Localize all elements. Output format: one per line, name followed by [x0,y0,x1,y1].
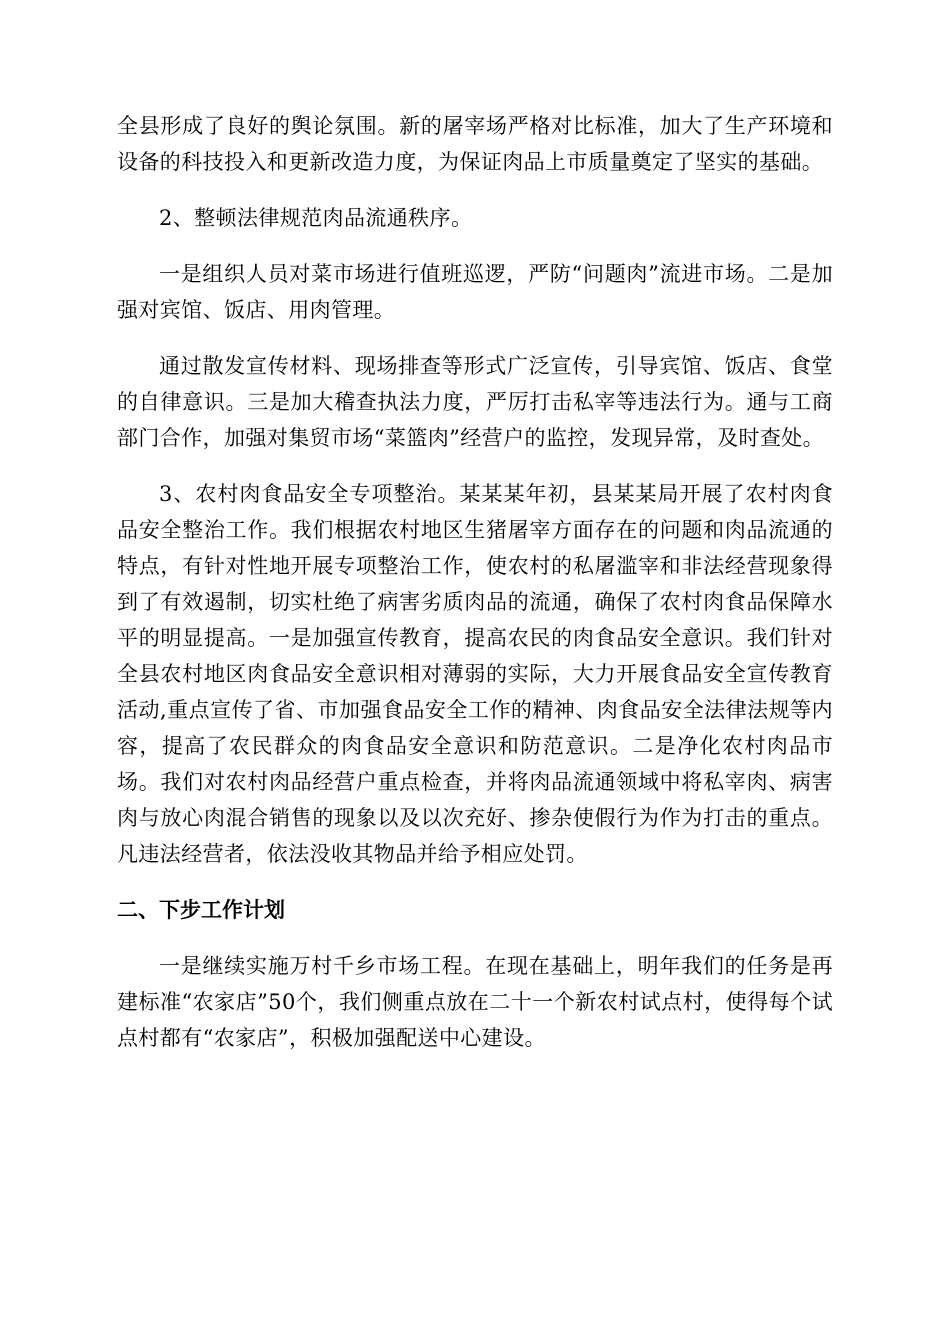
paragraph-continuation: 全县形成了良好的舆论氛围。新的屠宰场严格对比标准，加大了生产环境和设备的科技投入和更新改造力度，为保证肉品上市质量奠定了坚实的基础。 [117,114,833,174]
section-heading: 二、下步工作计划 [117,898,285,922]
paragraph-patrol: 一是组织人员对菜市场进行值班巡逻，严防“问题肉”流进市场。二是加强对宾馆、饭店、用肉管理。 [117,262,833,322]
paragraph-section-3: 3、农村肉食品安全专项整治。某某某年初，县某某局开展了农村肉食品安全整治工作。我们根据农村地区生猪屠宰方面存在的问题和肉品流通的特点，有针对性地开展专项整治工作，使农村的私屠滥宰和非法经营现象得到了有效遏制，切实杜绝了病害劣质肉品的流通，确保了农村肉食品保障水平的明显提高。一是加强宣传教育，提高农民的肉食品安全意识。我们针对全县农村地区肉食品安全意识相对薄弱的实际，大力开展食品安全宣传教育活动,重点宣传了省、市加强食品安全工作的精神、肉食品安全法律法规等内容，提高了农民群众的肉食品安全意识和防范意识。二是净化农村肉品市场。我们对农村肉品经营户重点检查，并将肉品流通领域中将私宰肉、病害肉与放心肉混合销售的现象以及以次充好、掺杂使假行为作为打击的重点。凡违法经营者，依法没收其物品并给予相应处罚。 [117,482,833,866]
paragraph-section-2: 2、整顿法律规范肉品流通秩序。 [159,206,473,230]
paragraph-plan-1: 一是继续实施万村千乡市场工程。在现在基础上，明年我们的任务是再建标准“农家店”50个，我们侧重点放在二十一个新农村试点村，使得每个试点村都有“农家店”，积极加强配送中心建设。 [117,954,833,1050]
document-body [117,108,833,1056]
paragraph-publicity: 通过散发宣传材料、现场排查等形式广泛宣传，引导宾馆、饭店、食堂的自律意识。三是加大稽查执法力度，严厉打击私宰等违法行为。通与工商部门合作，加强对集贸市场“菜篮肉”经营户的监控，发现异常，及时查处。 [117,354,833,450]
